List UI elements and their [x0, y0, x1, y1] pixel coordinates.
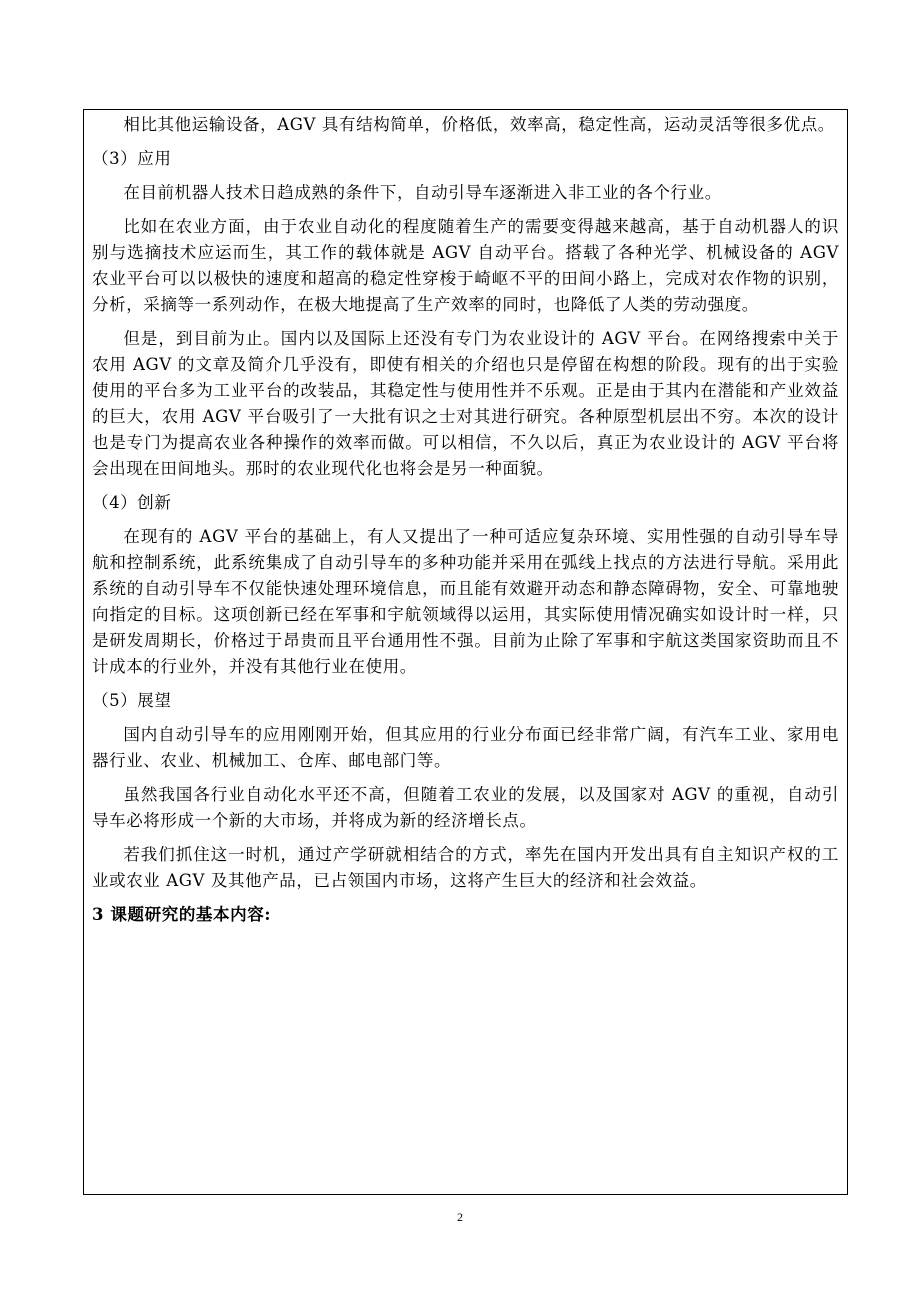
- page-number: 2: [457, 1210, 463, 1224]
- heading-section-3: 3 课题研究的基本内容:: [92, 905, 272, 924]
- paragraph-outlook-2: 虽然我国各行业自动化水平还不高，但随着工农业的发展，以及国家对 AGV 的重视，自动引导车必将形成一个新的大市场，并将成为新的经济增长点。: [92, 785, 839, 830]
- heading-outlook: （5）展望: [92, 691, 172, 710]
- heading-application: （3）应用: [92, 149, 172, 168]
- heading-innovation: （4）创新: [92, 493, 172, 512]
- document-table-cell: [83, 109, 848, 1195]
- paragraph-innovation: 在现有的 AGV 平台的基础上，有人又提出了一种可适应复杂环境、实用性强的自动引导车导航和控制系统，此系统集成了自动引导车的多种功能并采用在弧线上找点的方法进行导航。采用此系统的自动引导车不仅能快速处理环境信息，而且能有效避开动态和静态障碍物，安全、可靠地驶向指定的目标。这项创新已经在军事和宇航领域得以运用，其实际使用情况确实如设计时一样，只是研发周期长，价格过于昂贵而且平台通用性不强。目前为止除了军事和宇航这类国家资助而且不计成本的行业外，并没有其他行业在使用。: [92, 527, 839, 676]
- paragraph-application-agriculture: 比如在农业方面，由于农业自动化的程度随着生产的需要变得越来越高，基于自动机器人的识别与选摘技术应运而生，其工作的载体就是 AGV 自动平台。搭载了各种光学、机械设备的 AGV 农业平台可以以极快的速度和超高的稳定性穿梭于崎岖不平的田间小路上，完成对农作物的识别，分析，采摘等一系列动作，在极大地提高了生产效率的同时，也降低了人类的劳动强度。: [92, 217, 839, 314]
- paragraph-advantages: 相比其他运输设备，AGV 具有结构简单，价格低，效率高，稳定性高，运动灵活等很多优点。: [123, 115, 835, 134]
- paragraph-outlook-3: 若我们抓住这一时机，通过产学研就相结合的方式，率先在国内开发出具有自主知识产权的工业或农业 AGV 及其他产品，已占领国内市场，这将产生巨大的经济和社会效益。: [92, 845, 839, 890]
- paragraph-application-current: 但是，到目前为止。国内以及国际上还没有专门为农业设计的 AGV 平台。在网络搜索中关于农用 AGV 的文章及简介几乎没有，即使有相关的介绍也只是停留在构想的阶段。现有的出于实验使用的平台多为工业平台的改装品，其稳定性与使用性并不乐观。正是由于其内在潜能和产业效益的巨大，农用 AGV 平台吸引了一大批有识之士对其进行研究。各种原型机层出不穷。本次的设计也是专门为提高农业各种操作的效率而做。可以相信，不久以后，真正为农业设计的 AGV 平台将会出现在田间地头。那时的农业现代化也将会是另一种面貌。: [92, 329, 839, 478]
- paragraph-outlook-1: 国内自动引导车的应用刚刚开始，但其应用的行业分布面已经非常广阔，有汽车工业、家用电器行业、农业、机械加工、仓库、邮电部门等。: [92, 725, 839, 770]
- paragraph-application-intro: 在目前机器人技术日趋成熟的条件下，自动引导车逐渐进入非工业的各个行业。: [123, 183, 722, 202]
